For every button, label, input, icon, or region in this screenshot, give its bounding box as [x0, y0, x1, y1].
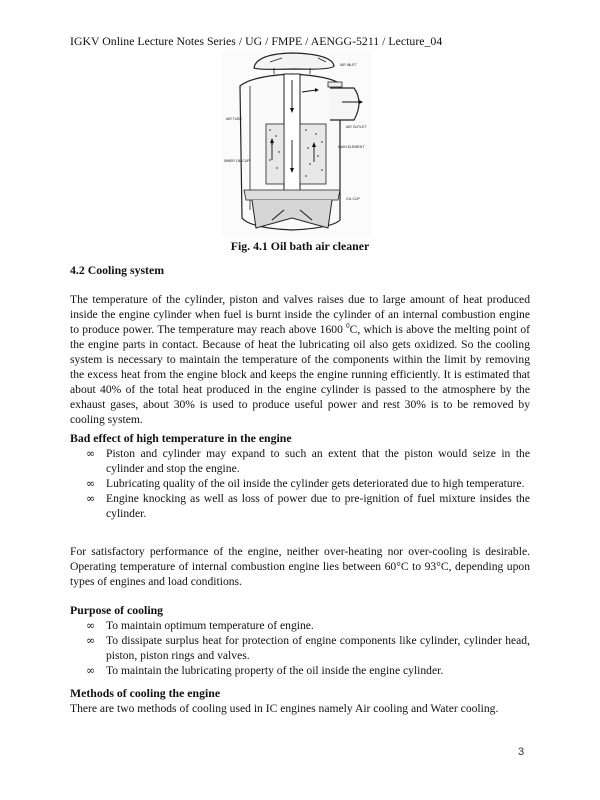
degree-superscript: 0	[346, 322, 350, 331]
bad-effects-list	[70, 446, 530, 521]
page-number: 3	[518, 746, 525, 758]
running-header: IGKV Online Lecture Notes Series / UG / FMPE / AENGG-5211 / Lecture_04	[70, 34, 443, 48]
section-heading-methods: Methods of cooling the engine	[70, 686, 221, 700]
infinity-bullet-icon: ∞	[86, 634, 96, 647]
list-item-text: To dissipate surplus heat for protection of engine components like cylinder, cylinder head, piston, piston rings and valves.	[106, 634, 530, 662]
label-main-element: MAIN ELEMENT	[338, 145, 365, 149]
paragraph-text: C, which is above the melting point of the engine parts in contact. Because of heat the lubricating oil also gets oxidized. So the cooling system is necessary to maintain the temperature of the components within the limit by removing the excess heat from the engine block and keeps the engine running efficiently. It is estimated that about 40% of the total heat produced in the engine cylinder is passed to the atmosphere by the exhaust gases, about 30% is used to produce useful power and rest 30% is to be removed by cooling system.	[70, 323, 530, 426]
list-item-text: Piston and cylinder may expand to such an extent that the piston would seize in the cylinder and stop the engine.	[106, 447, 530, 475]
list-item-text: Lubricating quality of the oil inside the cylinder gets deteriorated due to high temperature.	[106, 477, 525, 490]
purpose-section	[70, 603, 530, 678]
purpose-list	[70, 618, 530, 678]
cooling-system-section	[70, 263, 530, 427]
label-air-outlet: AIR OUTLET	[346, 125, 367, 129]
figure-caption: Fig. 4.1 Oil bath air cleaner	[230, 239, 370, 253]
methods-paragraph: There are two methods of cooling used in IC engines namely Air cooling and Water cooling.	[70, 702, 499, 715]
air-cleaner-diagram	[222, 50, 372, 238]
list-item	[70, 476, 530, 491]
section-heading-bad-effects: Bad effect of high temperature in the engine	[70, 431, 292, 445]
list-item	[70, 663, 530, 678]
list-item	[70, 618, 530, 633]
operating-temperature-section	[70, 544, 530, 589]
list-item-text: To maintain the lubricating property of the oil inside the engine cylinder.	[106, 664, 444, 677]
section-heading-purpose: Purpose of cooling	[70, 603, 164, 617]
list-item	[70, 491, 530, 521]
list-item-text: To maintain optimum temperature of engine.	[106, 619, 314, 632]
operating-temperature-paragraph: For satisfactory performance of the engine, neither over-heating nor over-cooling is desirable. Operating temperature of internal combustion engine lies between 60°C to 93°C, depending upon types of engines and load conditions.	[70, 545, 530, 588]
bad-effects-section	[70, 431, 530, 521]
infinity-bullet-icon: ∞	[86, 664, 96, 677]
cooling-system-paragraph	[70, 292, 530, 427]
section-heading-cooling-system: 4.2 Cooling system	[70, 263, 165, 277]
oil-bath-air-cleaner-figure	[222, 50, 372, 238]
label-air-tube: AIR TUBE	[226, 117, 243, 121]
list-item-text: Engine knocking as well as loss of power due to pre-ignition of fuel mixture insides the cylinder.	[106, 492, 530, 520]
list-item	[70, 633, 530, 663]
infinity-bullet-icon: ∞	[86, 477, 96, 490]
infinity-bullet-icon: ∞	[86, 619, 96, 632]
list-item	[70, 446, 530, 476]
label-oil-cup: OIL CUP	[346, 197, 360, 201]
paragraph-text: The temperature of the cylinder, piston and valves raises due to large amount of heat produced inside the engine cylinder when fuel is burnt inside the cylinder of an internal combustion engine to produce power. The temperature may reach above 1600	[70, 293, 530, 336]
label-inner-oil-cup: INNER OIL CUP	[224, 159, 250, 163]
infinity-bullet-icon: ∞	[86, 447, 96, 460]
methods-section	[70, 686, 530, 716]
infinity-bullet-icon: ∞	[86, 492, 96, 505]
label-air-inlet: AIR INLET	[340, 63, 357, 67]
